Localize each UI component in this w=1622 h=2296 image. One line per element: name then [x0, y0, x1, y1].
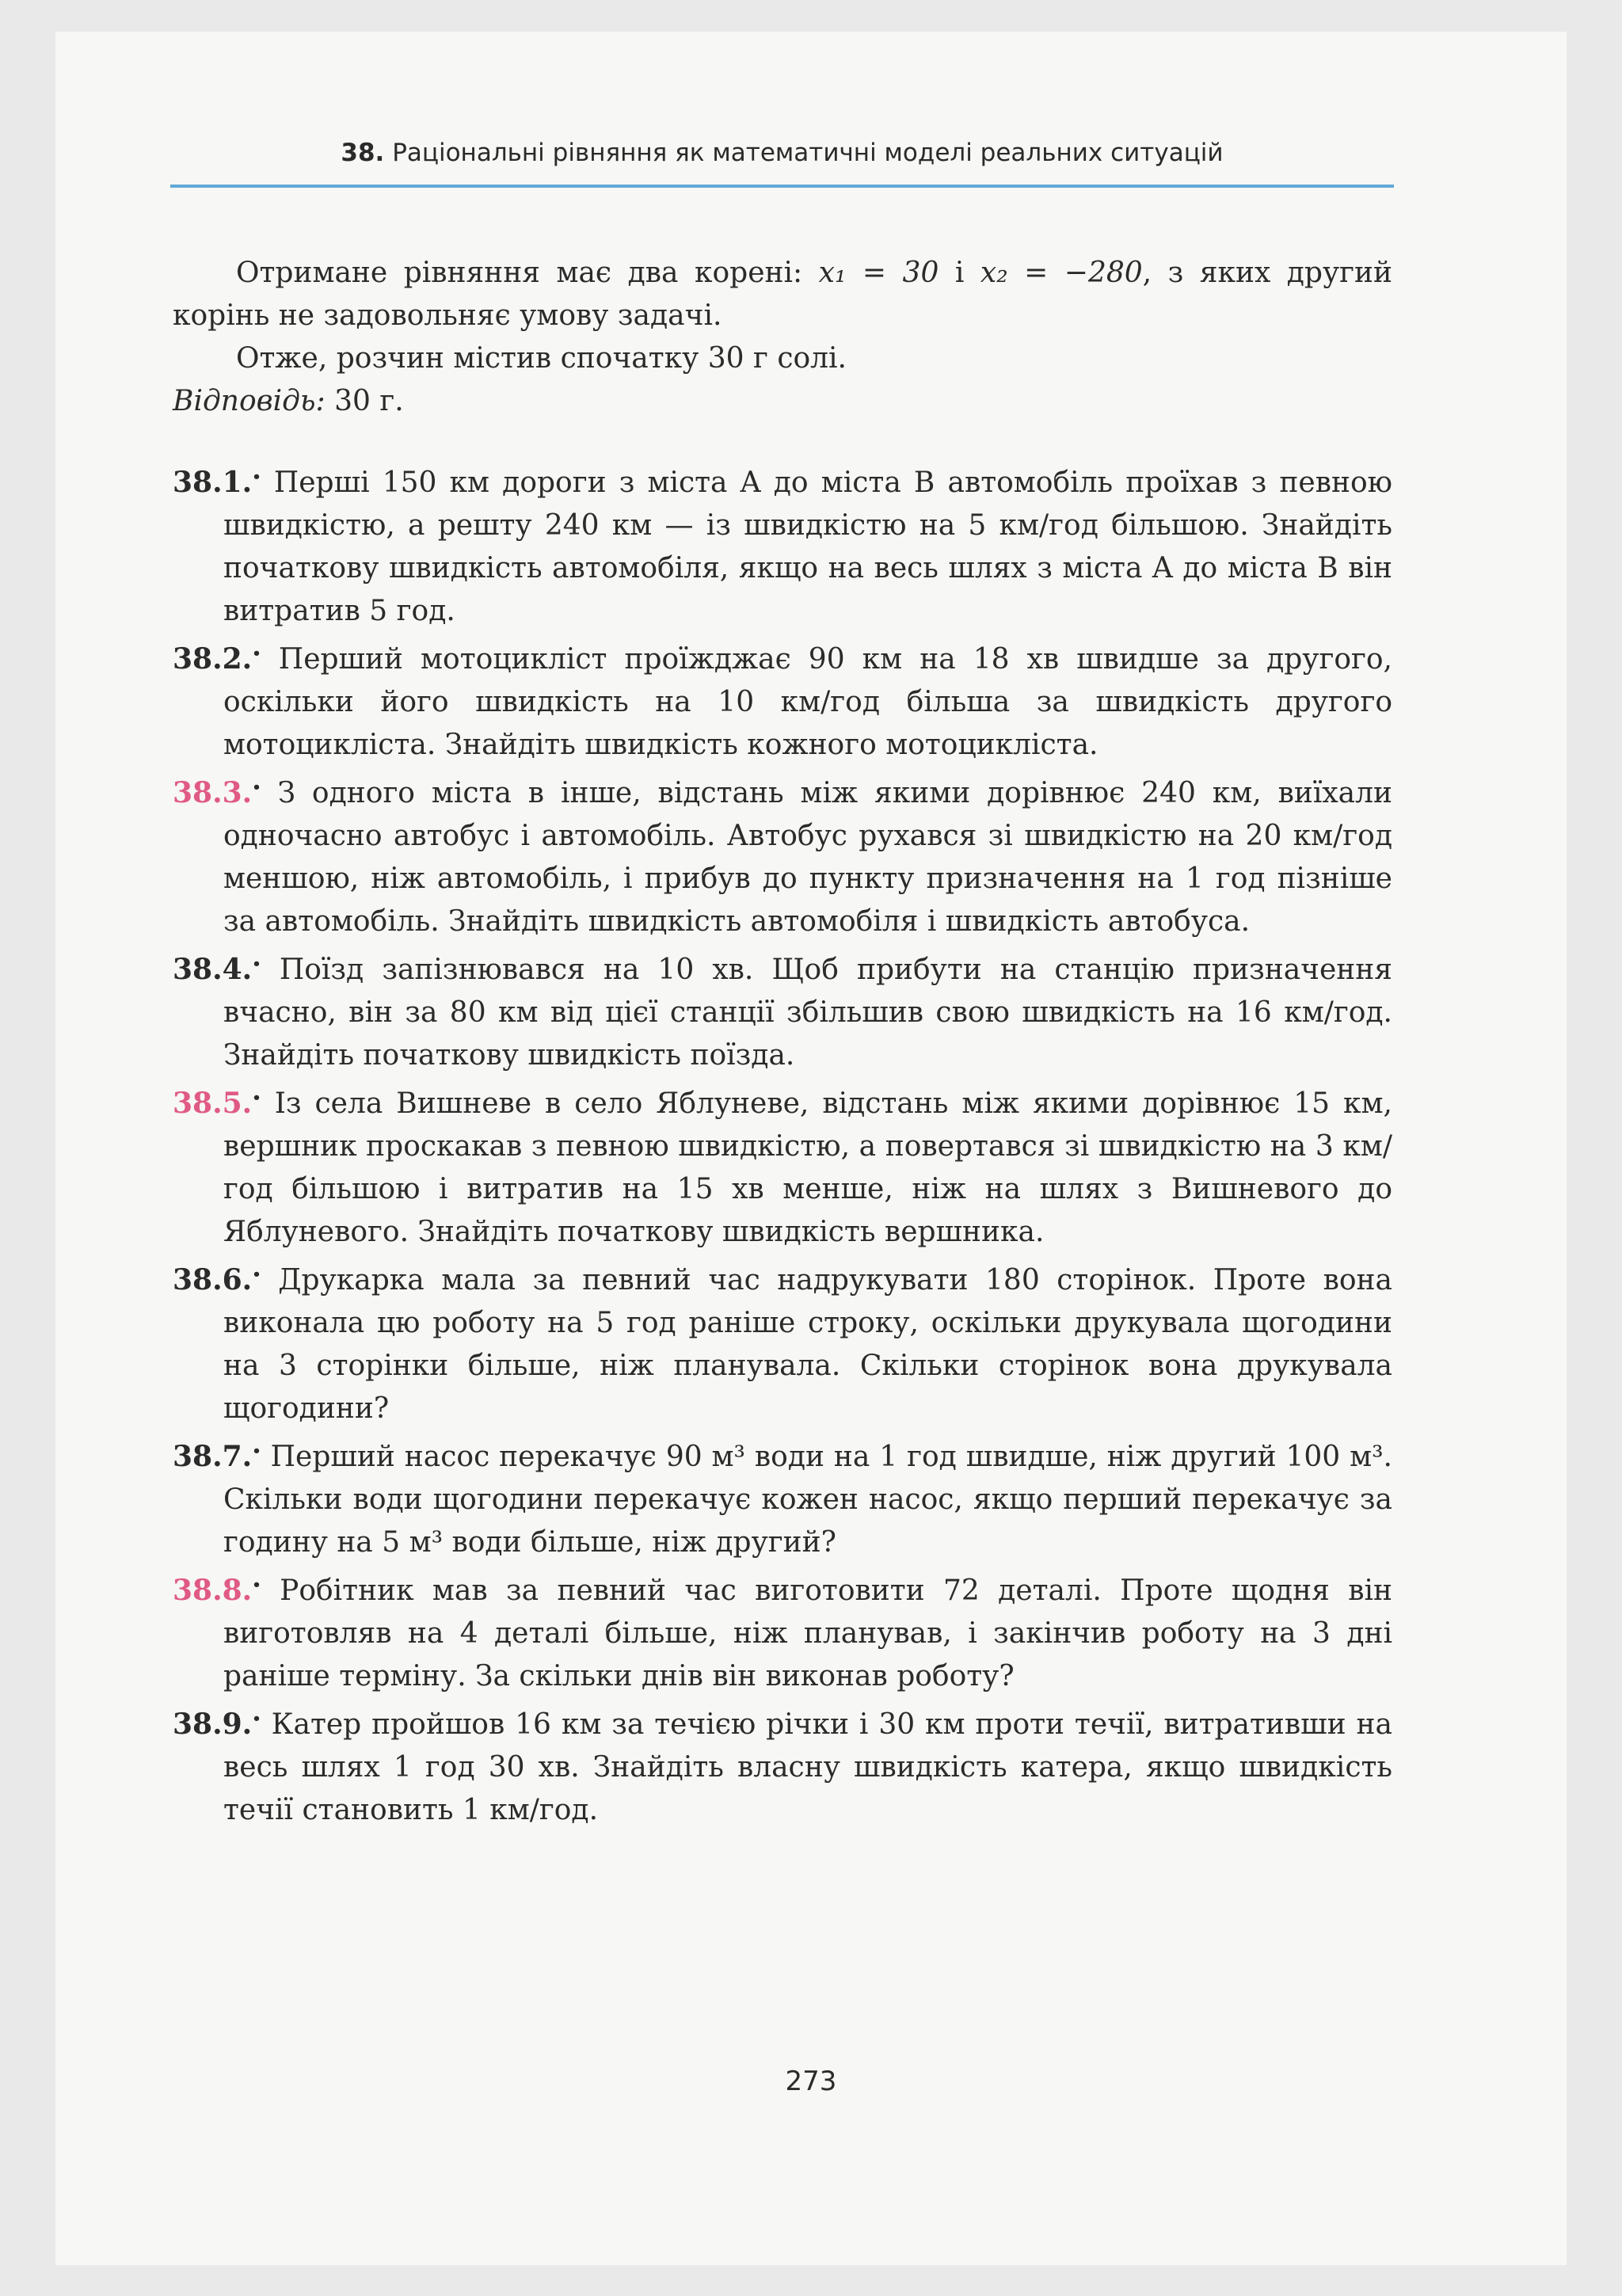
spacer: [173, 423, 1392, 456]
page-content: [173, 252, 1392, 1832]
exercise-item: [173, 1077, 1392, 1254]
difficulty-mark: •: [252, 1266, 261, 1283]
exercise-number: 38.6.: [173, 1263, 253, 1296]
conjunction: і: [939, 257, 980, 289]
exercise-number: 38.8.: [173, 1574, 253, 1607]
difficulty-mark: •: [252, 1090, 261, 1106]
chapter-number: 38.: [341, 139, 385, 167]
exercise-item: [173, 633, 1392, 767]
conclusion-paragraph: Отже, розчин містив спочатку 30 г солі.: [236, 342, 847, 375]
exercise-text: Друкарка мала за певний час надрукувати 180 сторінок. Проте вона виконала цю роботу на 5 год раніше строку, оскільки друкувала щогодини на 3 сторінки більше, ніж планувала. Скільки сторінок вона друкувала щогодини?: [223, 1264, 1392, 1425]
exercise-text: Катер пройшов 16 км за течією річки і 30 км проти течії, витративши на весь шлях 1 год 30 хв. Знайдіть власну швидкість катера, якщо швидкість течії становить 1 км/год.: [223, 1708, 1392, 1826]
exercise-number: 38.7.: [173, 1440, 253, 1473]
answer-value: 30 г.: [325, 385, 404, 417]
exercise-number: 38.9.: [173, 1708, 253, 1741]
exercise-item: [173, 767, 1392, 943]
exercise-text: Перші 150 км дороги з міста A до міста B автомобіль проїхав з певною швидкістю, а решту 240 км — із швидкістю на 5 км/год більшою. Знайдіть початкову швидкість автомобіля, якщо на весь шлях з міста A до міста B він витратив 5 год.: [223, 466, 1392, 627]
difficulty-mark: •: [252, 779, 261, 796]
difficulty-mark: •: [252, 956, 261, 973]
intro-text: Отримане рівняння має два корені:: [236, 257, 819, 289]
page-number: 273: [785, 2066, 837, 2097]
root-x2: x₂ = −280: [980, 257, 1143, 289]
exercise-item: [173, 1254, 1392, 1430]
answer-line: [173, 380, 1392, 423]
exercise-number: 38.2.: [173, 642, 253, 676]
exercise-number: 38.3.: [173, 776, 253, 809]
intro-text-end: , з яких другий корінь не задовольняє умову задачі.: [173, 257, 1392, 332]
intro-paragraph: [173, 252, 1392, 337]
exercise-text: Перший мотоцикліст проїжджає 90 км на 18 хв швидше за другого, оскільки його швидкість на 10 км/год більша за швидкість другого мотоцикліста. Знайдіть швидкість кожного мотоцикліста.: [223, 643, 1392, 761]
root-x1: x₁ = 30: [818, 257, 939, 289]
difficulty-mark: •: [252, 645, 261, 662]
difficulty-mark: •: [252, 1443, 261, 1460]
exercise-list: [173, 456, 1392, 1832]
difficulty-mark: •: [252, 469, 261, 485]
exercise-text: Із села Вишневе в село Яблуневе, відстань між якими дорівнює 15 км, вершник проскакав з певною швидкістю, а повертався зі швидкістю на 3 км/год більшою і витратив на 15 хв менше, ніж на шлях з Вишневого до Яблуневого. Знайдіть початкову швидкість вершника.: [223, 1087, 1392, 1248]
difficulty-mark: •: [252, 1711, 261, 1727]
exercise-number: 38.5.: [173, 1087, 253, 1120]
exercise-item: [173, 1564, 1392, 1698]
exercise-text: З одного міста в інше, відстань між якими дорівнює 240 км, виїхали одночасно автобус і автомобіль. Автобус рухався зі швидкістю на 20 км/год меншою, ніж автомобіль, і прибув до пункту призначення на 1 год пізніше за автомобіль. Знайдіть швидкість автомобіля і швидкість автобуса.: [223, 777, 1392, 938]
exercise-item: [173, 1698, 1392, 1832]
chapter-title: Раціональні рівняння як математичні моделі реальних ситуацій: [392, 139, 1224, 167]
exercise-text: Перший насос перекачує 90 м³ води на 1 год швидше, ніж другий 100 м³. Скільки води щогодини перекачує кожен насос, якщо перший перекачує за годину на 5 м³ води більше, ніж другий?: [223, 1441, 1392, 1559]
exercise-text: Поїзд запізнювався на 10 хв. Щоб прибути на станцію призначення вчасно, він за 80 км від цієї станції збільшив свою швидкість на 16 км/год. Знайдіть початкову швидкість поїзда.: [223, 954, 1392, 1072]
exercise-item: [173, 943, 1392, 1077]
exercise-item: [173, 456, 1392, 633]
exercise-number: 38.4.: [173, 953, 253, 986]
answer-label: Відповідь:: [173, 385, 326, 417]
running-header: [170, 139, 1394, 188]
exercise-number: 38.1.: [173, 466, 253, 499]
difficulty-mark: •: [252, 1577, 261, 1593]
exercise-item: [173, 1430, 1392, 1564]
exercise-text: Робітник мав за певний час виготовити 72 деталі. Проте щодня він виготовляв на 4 деталі більше, ніж планував, і закінчив роботу на 3 дні раніше терміну. За скільки днів він виконав роботу?: [223, 1574, 1392, 1692]
